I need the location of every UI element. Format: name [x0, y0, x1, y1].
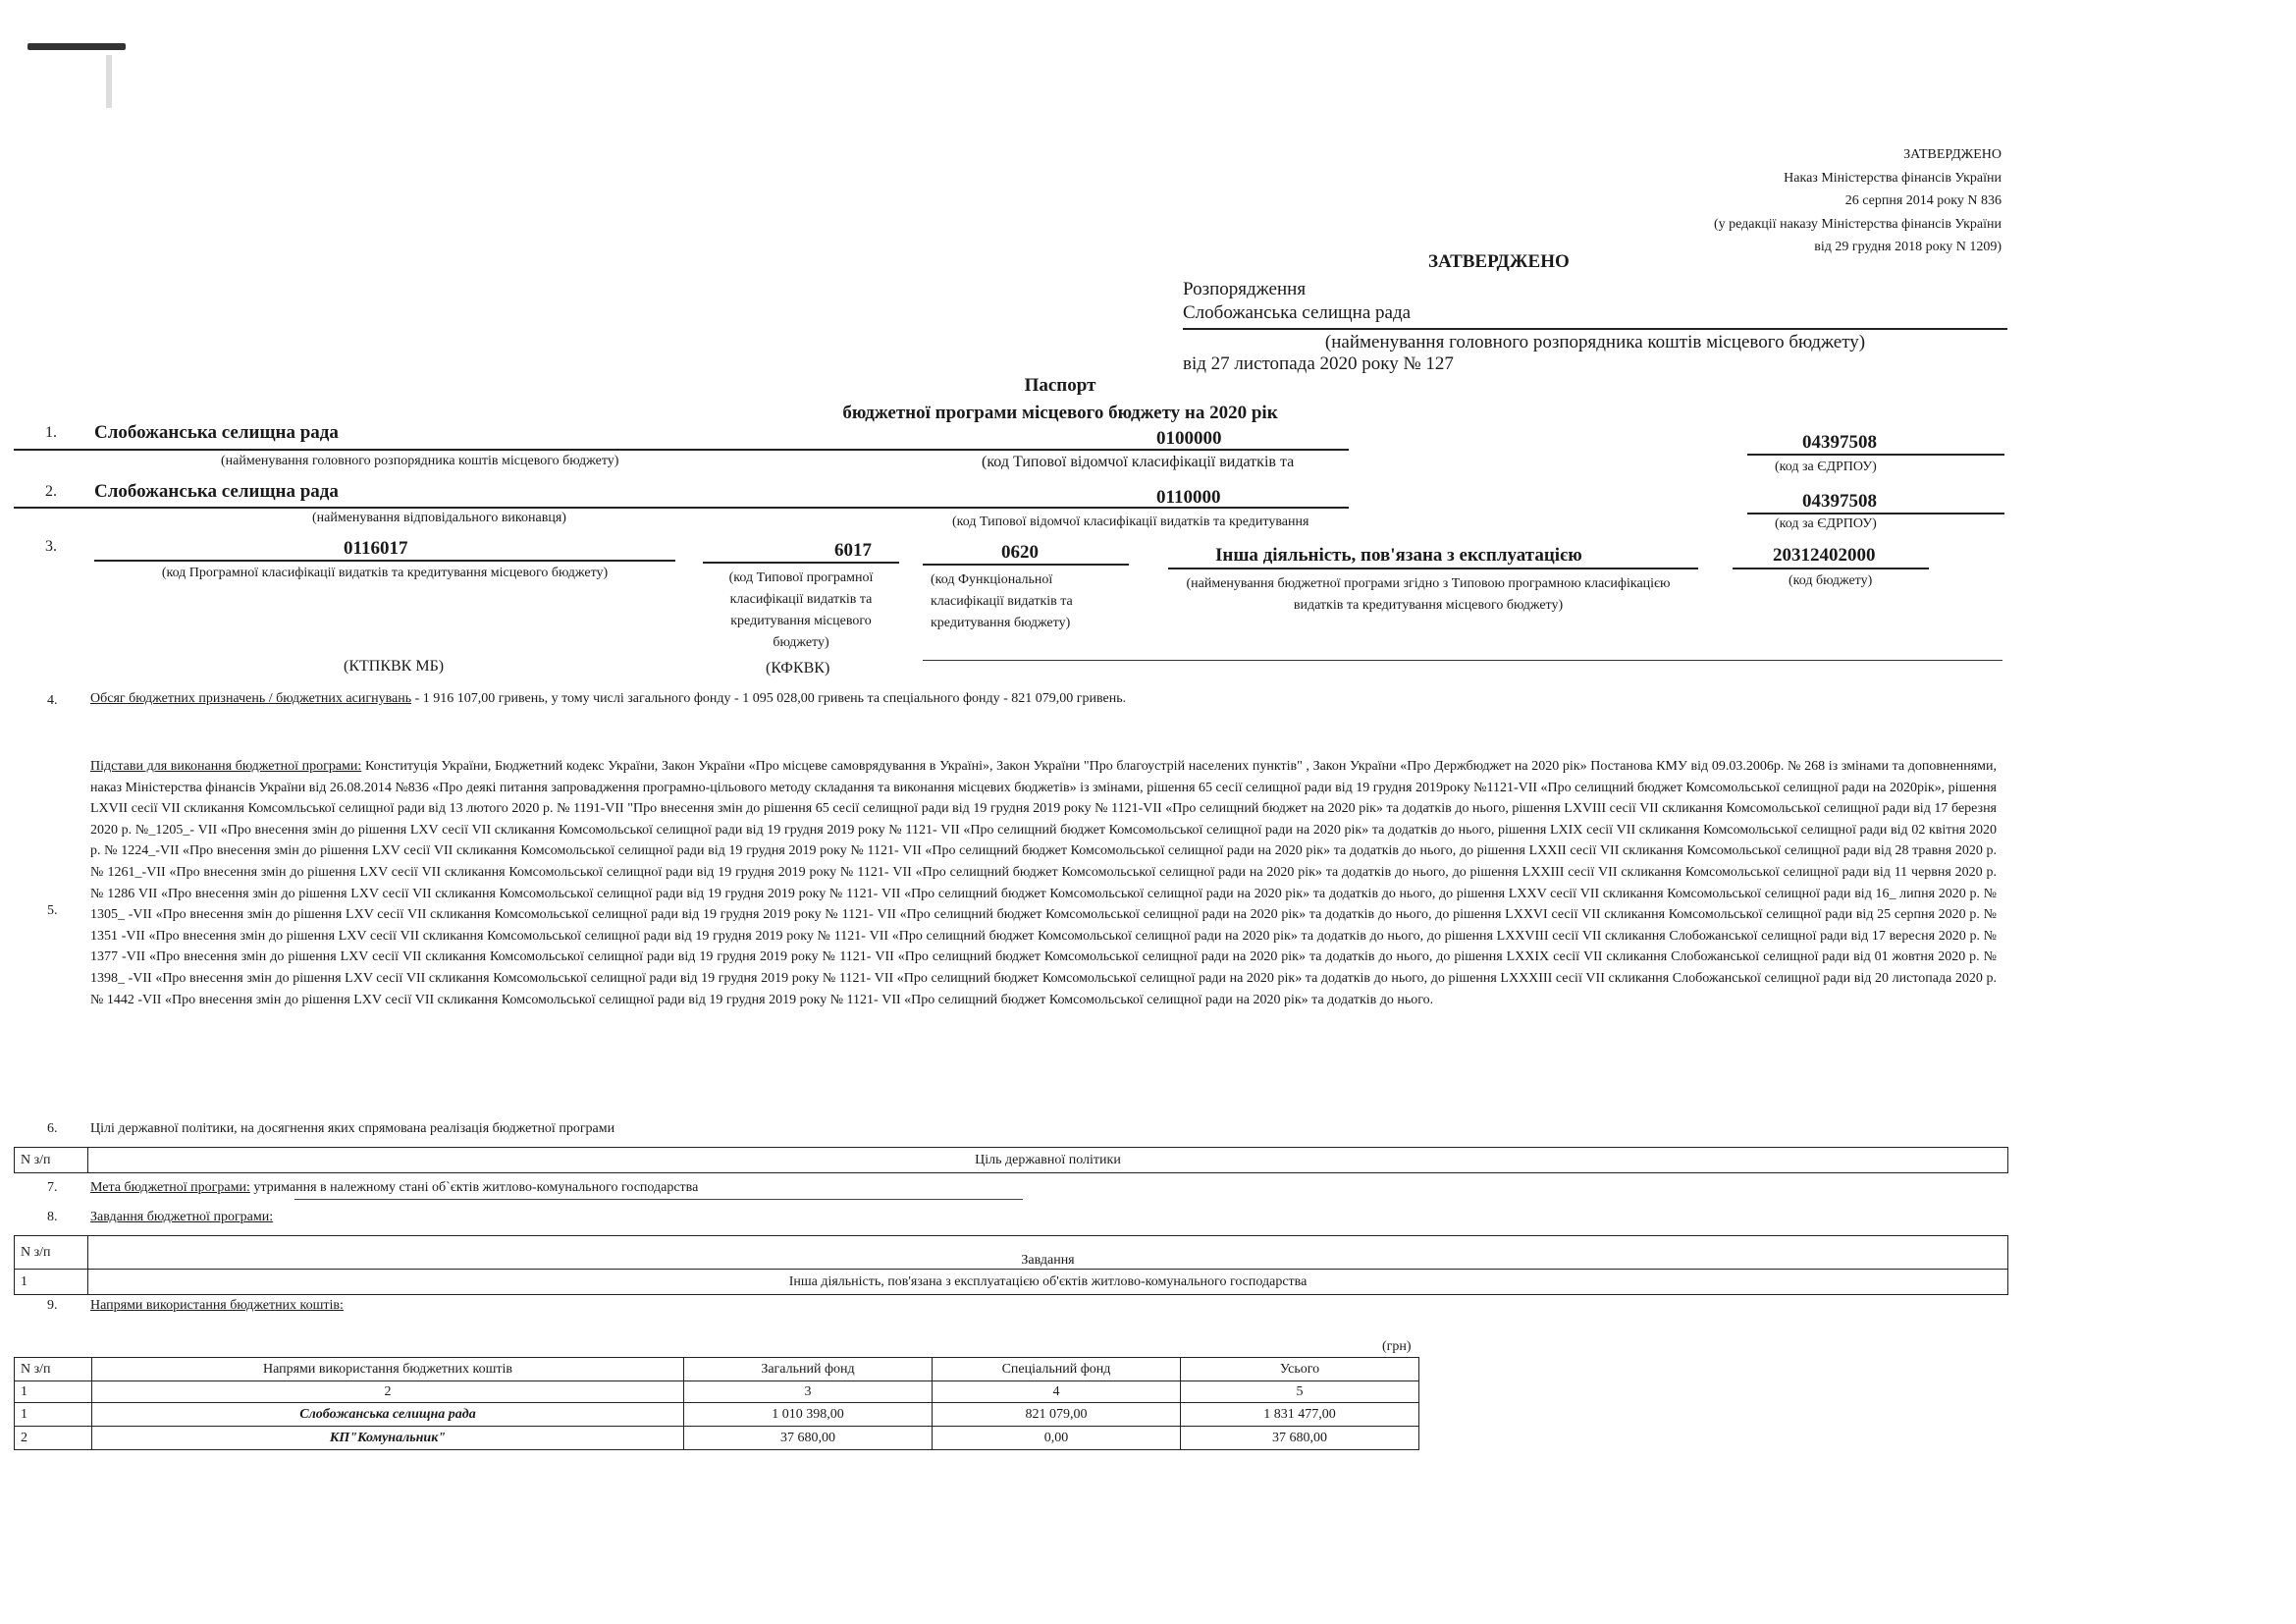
row2-name: Слобожанська селищна рада [94, 481, 339, 502]
directions-header-number: N з/п [15, 1358, 92, 1381]
row3-program-caption: (найменування бюджетної програми згідно з Типовою програмною класифікацією видатків та кредитування місцевого бюджету) [1186, 576, 1671, 613]
row3-tpkvk-caption: (код Типової програмної класифікації видатків та кредитування місцевого бюджету) [728, 570, 874, 650]
row3-fkvk-caption: (код Функціональної класифікації видатків та кредитування бюджету) [931, 572, 1073, 630]
policy-goals-table [14, 1147, 2008, 1173]
passport-title: Паспорт [1024, 375, 1096, 396]
row3-program-name: Інша діяльність, пов'язана з експлуатацією [1215, 545, 1582, 566]
row3-number: 3. [45, 538, 57, 555]
scan-artifact [27, 43, 126, 50]
row9-label: Напрями використання бюджетних коштів: [90, 1298, 344, 1313]
row1-code: 0100000 [1156, 428, 1222, 449]
direction-general: 37 680,00 [684, 1427, 933, 1450]
index-cell: 3 [684, 1381, 933, 1403]
row5-number: 5. [47, 903, 58, 918]
table-row [15, 1381, 1419, 1403]
row9-unit: (грн) [1382, 1339, 1412, 1354]
approved-org: Слобожанська селищна рада [1183, 302, 1412, 323]
row3-budget-caption: (код бюджету) [1789, 573, 1873, 588]
row1-edrpou-caption: (код за ЄДРПОУ) [1775, 460, 1877, 474]
row3-ktpkvk-caption: (код Програмної класифікації видатків та кредитування місцевого бюджету) [161, 566, 609, 580]
direction-general: 1 010 398,00 [684, 1403, 933, 1427]
row2-underline [14, 507, 1349, 509]
directions-header-general: Загальний фонд [684, 1358, 933, 1381]
row3-tpkvk: 6017 [834, 540, 872, 561]
direction-total: 37 680,00 [1181, 1427, 1419, 1450]
row2-edrpou: 04397508 [1802, 491, 1877, 512]
directions-header-total: Усього [1181, 1358, 1419, 1381]
row3-ktpkvk-underline [94, 560, 675, 562]
row1-number: 1. [45, 424, 57, 441]
tasks-col-number: N з/п [15, 1236, 88, 1270]
row7-underline [294, 1199, 1023, 1200]
direction-total: 1 831 477,00 [1181, 1403, 1419, 1427]
budget-directions-table [14, 1357, 1419, 1450]
row5-label: Підстави для виконання бюджетної програми: [90, 759, 362, 774]
policy-goals-col-goal: Ціль державної політики [88, 1148, 2008, 1173]
row4-line [90, 691, 1126, 707]
index-cell: 2 [92, 1381, 684, 1403]
row1-code-caption: (код Типової відомчої класифікації видатків та [982, 454, 1295, 470]
row5-basis-paragraph [90, 756, 1997, 1010]
row3-tpkvk-short: (КФКВК) [766, 660, 830, 677]
approval-line: 26 серпня 2014 року N 836 [1844, 193, 2002, 208]
row4-text: - 1 916 107,00 гривень, у тому числі загального фонду - 1 095 028,00 гривень та спеціального фонду - 821 079,00 гривень. [411, 691, 1127, 706]
task-number: 1 [15, 1270, 88, 1295]
direction-special: 0,00 [933, 1427, 1181, 1450]
direction-special: 821 079,00 [933, 1403, 1181, 1427]
row5-text: Конституція України, Бюджетний кодекс України, Закон України «Про місцеве самоврядування в Україні», Закон України "Про благоустрій населених пунктів" , Закон України «Про Держбюджет на 2020 рік» Постанова КМУ від 09.03.2006р. № 268 із змінами та доповненнями, наказ Міністерства фінансів України від 26.08.2014 №836 «Про деякі питання запровадження програмно-цільового методу складання та виконання місцевих бюджетів» із змінами, рішення 65 сесії селищної ради від 19 грудня 2019року №1121-VII «Про селищний бюджет Комсомольської селищної ради на 2020рік», рішення LXVII сесії VII скликання Комсомльської селищної ради від 13 лютого 2020 р. № 1191-VII "Про внесення змін до рішення 65 сесії селищної ради від 19 грудня 2019 року № 1121-VII «Про селищний бюджет на 2020 рік» та додатків до нього, рішення LXVIII сесії VII скликання Комсомольської селищної ради від 17 березня 2020 р. №_1205_- VII «Про внесення змін до рішення LXV сесії VII скликання Комсомольської селищної ради від 19 грудня 2019 року № 1121- VII «Про селищний бюджет Комсомольської селищної ради на 2020 рік» та додатків до нього, рішення LXIX сесії VII скликання Комсомольської селищної ради від 02 квітня 2020 р. № 1224_-VII «Про внесення змін до рішення LXV сесії VII скликання Комсомольської селищної ради від 19 грудня 2019 року № 1121- VII «Про селищний бюджет Комсомольської селищної ради на 2020 рік» та додатків до нього, до рішення LXXII сесії VII скликання Комсомольської селищної ради від 28 травня 2020 р. № 1261_-VII «Про внесення змін до рішення LXV сесії VII скликання Комсомольської селищної ради від 19 грудня 2019 року № 1121- VII «Про селищний бюджет Комсомольської селищної ради на 2020 рік» та додатків до нього, до рішення LXXIII сесії VII скликання Комсомольської селищної ради від 11 червня 2020 р. № 1286 VII «Про внесення змін до рішення LXV сесії VII скликання Комсомольської селищної ради від 19 грудня 2019 року № 1121- VII «Про селищний бюджет Комсомольської селищної ради на 2020 рік» та додатків до нього, до рішення LXXV сесії VII скликання Комсомольської селищної ради від 16_ липня 2020 р. № 1305_ -VII «Про внесення змін до рішення LXV сесії VII скликання Комсомольської селищної ради від 19 грудня 2019 року № 1121- VII «Про селищний бюджет Комсомольської селищної ради на 2020 рік» та додатків до нього, до рішення LXXVI сесії VII скликання Комсомольської селищної ради від 25 серпня 2020 р. № 1351 -VII «Про внесення змін до рішення LXV сесії VII скликання Комсомольської селищної ради від 19 грудня 2019 року № 1121- VII «Про селищний бюджет Комсомольської селищної ради на 2020 рік» та додатків до нього, до рішення LXXVIII сесії VII скликання Слобожанської селищної ради від 17 вересня 2020 р. № 1377 -VII «Про внесення змін до рішення LXV сесії VII скликання Комсомольської селищної ради від 19 грудня 2019 року № 1121- VII «Про селищний бюджет Комсомольської селищної ради на 2020 рік» та додатків до нього, до рішення LXXIX сесії VII скликання Слобожанської селищної ради від 01 жовтня 2020 р. № 1398_ -VII «Про внесення змін до рішення LXV сесії VII скликання Комсомольської селищної ради від 19 грудня 2019 року № 1121- VII «Про селищний бюджет Комсомольської селищної ради на 2020 рік» та додатків до нього, до рішення LXXXIII сесії VII скликання Слобожанської селищної ради від 20 листопада 2020 р. № 1442 -VII «Про внесення змін до рішення LXV сесії VII скликання Комсомольської селищної ради від 19 грудня 2019 року № 1121- VII «Про селищний бюджет Комсомольської селищної ради на 2020 рік» та додатків до нього. [90, 759, 1998, 1007]
row2-edrpou-underline [1747, 513, 2004, 514]
row3-tpkvk-underline [703, 562, 899, 564]
row6-number: 6. [47, 1121, 58, 1136]
direction-number: 2 [15, 1427, 92, 1450]
row7-label: Мета бюджетної програми: [90, 1180, 250, 1195]
row3-budget-code: 20312402000 [1773, 545, 1876, 566]
approval-line: (у редакції наказу Міністерства фінансів України [1713, 216, 2002, 232]
row6-label: Цілі державної політики, на досягнення яких спрямована реалізація бюджетної програми [90, 1121, 615, 1136]
tasks-col-task: Завдання [88, 1236, 2008, 1270]
row7-number: 7. [47, 1180, 58, 1195]
approval-line: від 29 грудня 2018 року N 1209) [1814, 240, 2002, 254]
row3-program-underline [1168, 568, 1698, 569]
scan-artifact-shadow [106, 55, 112, 108]
row2-name-caption: (найменування відповідального виконавця) [312, 511, 566, 525]
approved-date-line: від 27 листопада 2020 року № 127 [1183, 353, 1454, 374]
directions-header-special: Спеціальний фонд [933, 1358, 1181, 1381]
policy-goals-col-number: N з/п [15, 1148, 88, 1173]
approval-line: ЗАТВЕРДЖЕНО [1903, 147, 2002, 162]
row1-edrpou-underline [1747, 454, 2004, 456]
directions-header-name: Напрями використання бюджетних коштів [92, 1358, 684, 1381]
direction-number: 1 [15, 1403, 92, 1427]
passport-subtitle: бюджетної програми місцевого бюджету на 2020 рік [842, 403, 1278, 423]
tasks-table [14, 1235, 2008, 1295]
approval-line: Наказ Міністерства фінансів України [1784, 170, 2002, 186]
direction-name: КП"Комунальник" [92, 1427, 684, 1450]
table-row [15, 1427, 1419, 1450]
row1-name-caption: (найменування головного розпорядника коштів місцевого бюджету) [221, 454, 619, 468]
row8-number: 8. [47, 1210, 58, 1224]
task-text: Інша діяльність, пов'язана з експлуатацією об'єктів житлово-комунального господарства [88, 1270, 2008, 1295]
approved-doc-type: Розпорядження [1183, 279, 1307, 299]
row2-edrpou-caption: (код за ЄДРПОУ) [1775, 516, 1877, 531]
index-cell: 5 [1181, 1381, 1419, 1403]
approval-block [1511, 143, 2002, 259]
row2-code: 0110000 [1156, 487, 1221, 508]
row3-budget-underline [1733, 568, 1929, 569]
approved-org-caption: (наймeнування головного розпорядника коштів місцевого бюджету) [1324, 332, 1866, 352]
row8-label: Завдання бюджетної програми: [90, 1210, 274, 1224]
row9-number: 9. [47, 1298, 58, 1313]
index-cell: 4 [933, 1381, 1181, 1403]
row2-number: 2. [45, 483, 57, 500]
row1-name: Слобожанська селищна рада [94, 422, 339, 443]
row3-ktpkvk-short: (КТПКВК МБ) [344, 658, 445, 675]
direction-name: Слобожанська селищна рада [92, 1403, 684, 1427]
approved-title: ЗАТВЕРДЖЕНО [1428, 251, 1570, 272]
row1-underline [14, 449, 1349, 451]
row7-text: утримання в належному стані об`єктів житлово-комунального господарства [249, 1180, 699, 1195]
index-cell: 1 [15, 1381, 92, 1403]
row3-ktpkvk: 0116017 [344, 538, 408, 559]
row1-edrpou: 04397508 [1802, 432, 1877, 453]
row2-code-caption: (код Типової відомчої класифікації видатків та кредитування [952, 514, 1309, 529]
row7-line [90, 1180, 698, 1196]
approved-org-underline [1183, 328, 2007, 330]
row3-fkvk: 0620 [1001, 542, 1039, 563]
row3-long-underline [923, 660, 2002, 661]
table-row [15, 1270, 2008, 1295]
row4-number: 4. [47, 693, 58, 708]
table-row [15, 1403, 1419, 1427]
row4-label: Обсяг бюджетних призначень / бюджетних асигнувань [90, 691, 412, 706]
row3-fkvk-underline [923, 564, 1129, 566]
